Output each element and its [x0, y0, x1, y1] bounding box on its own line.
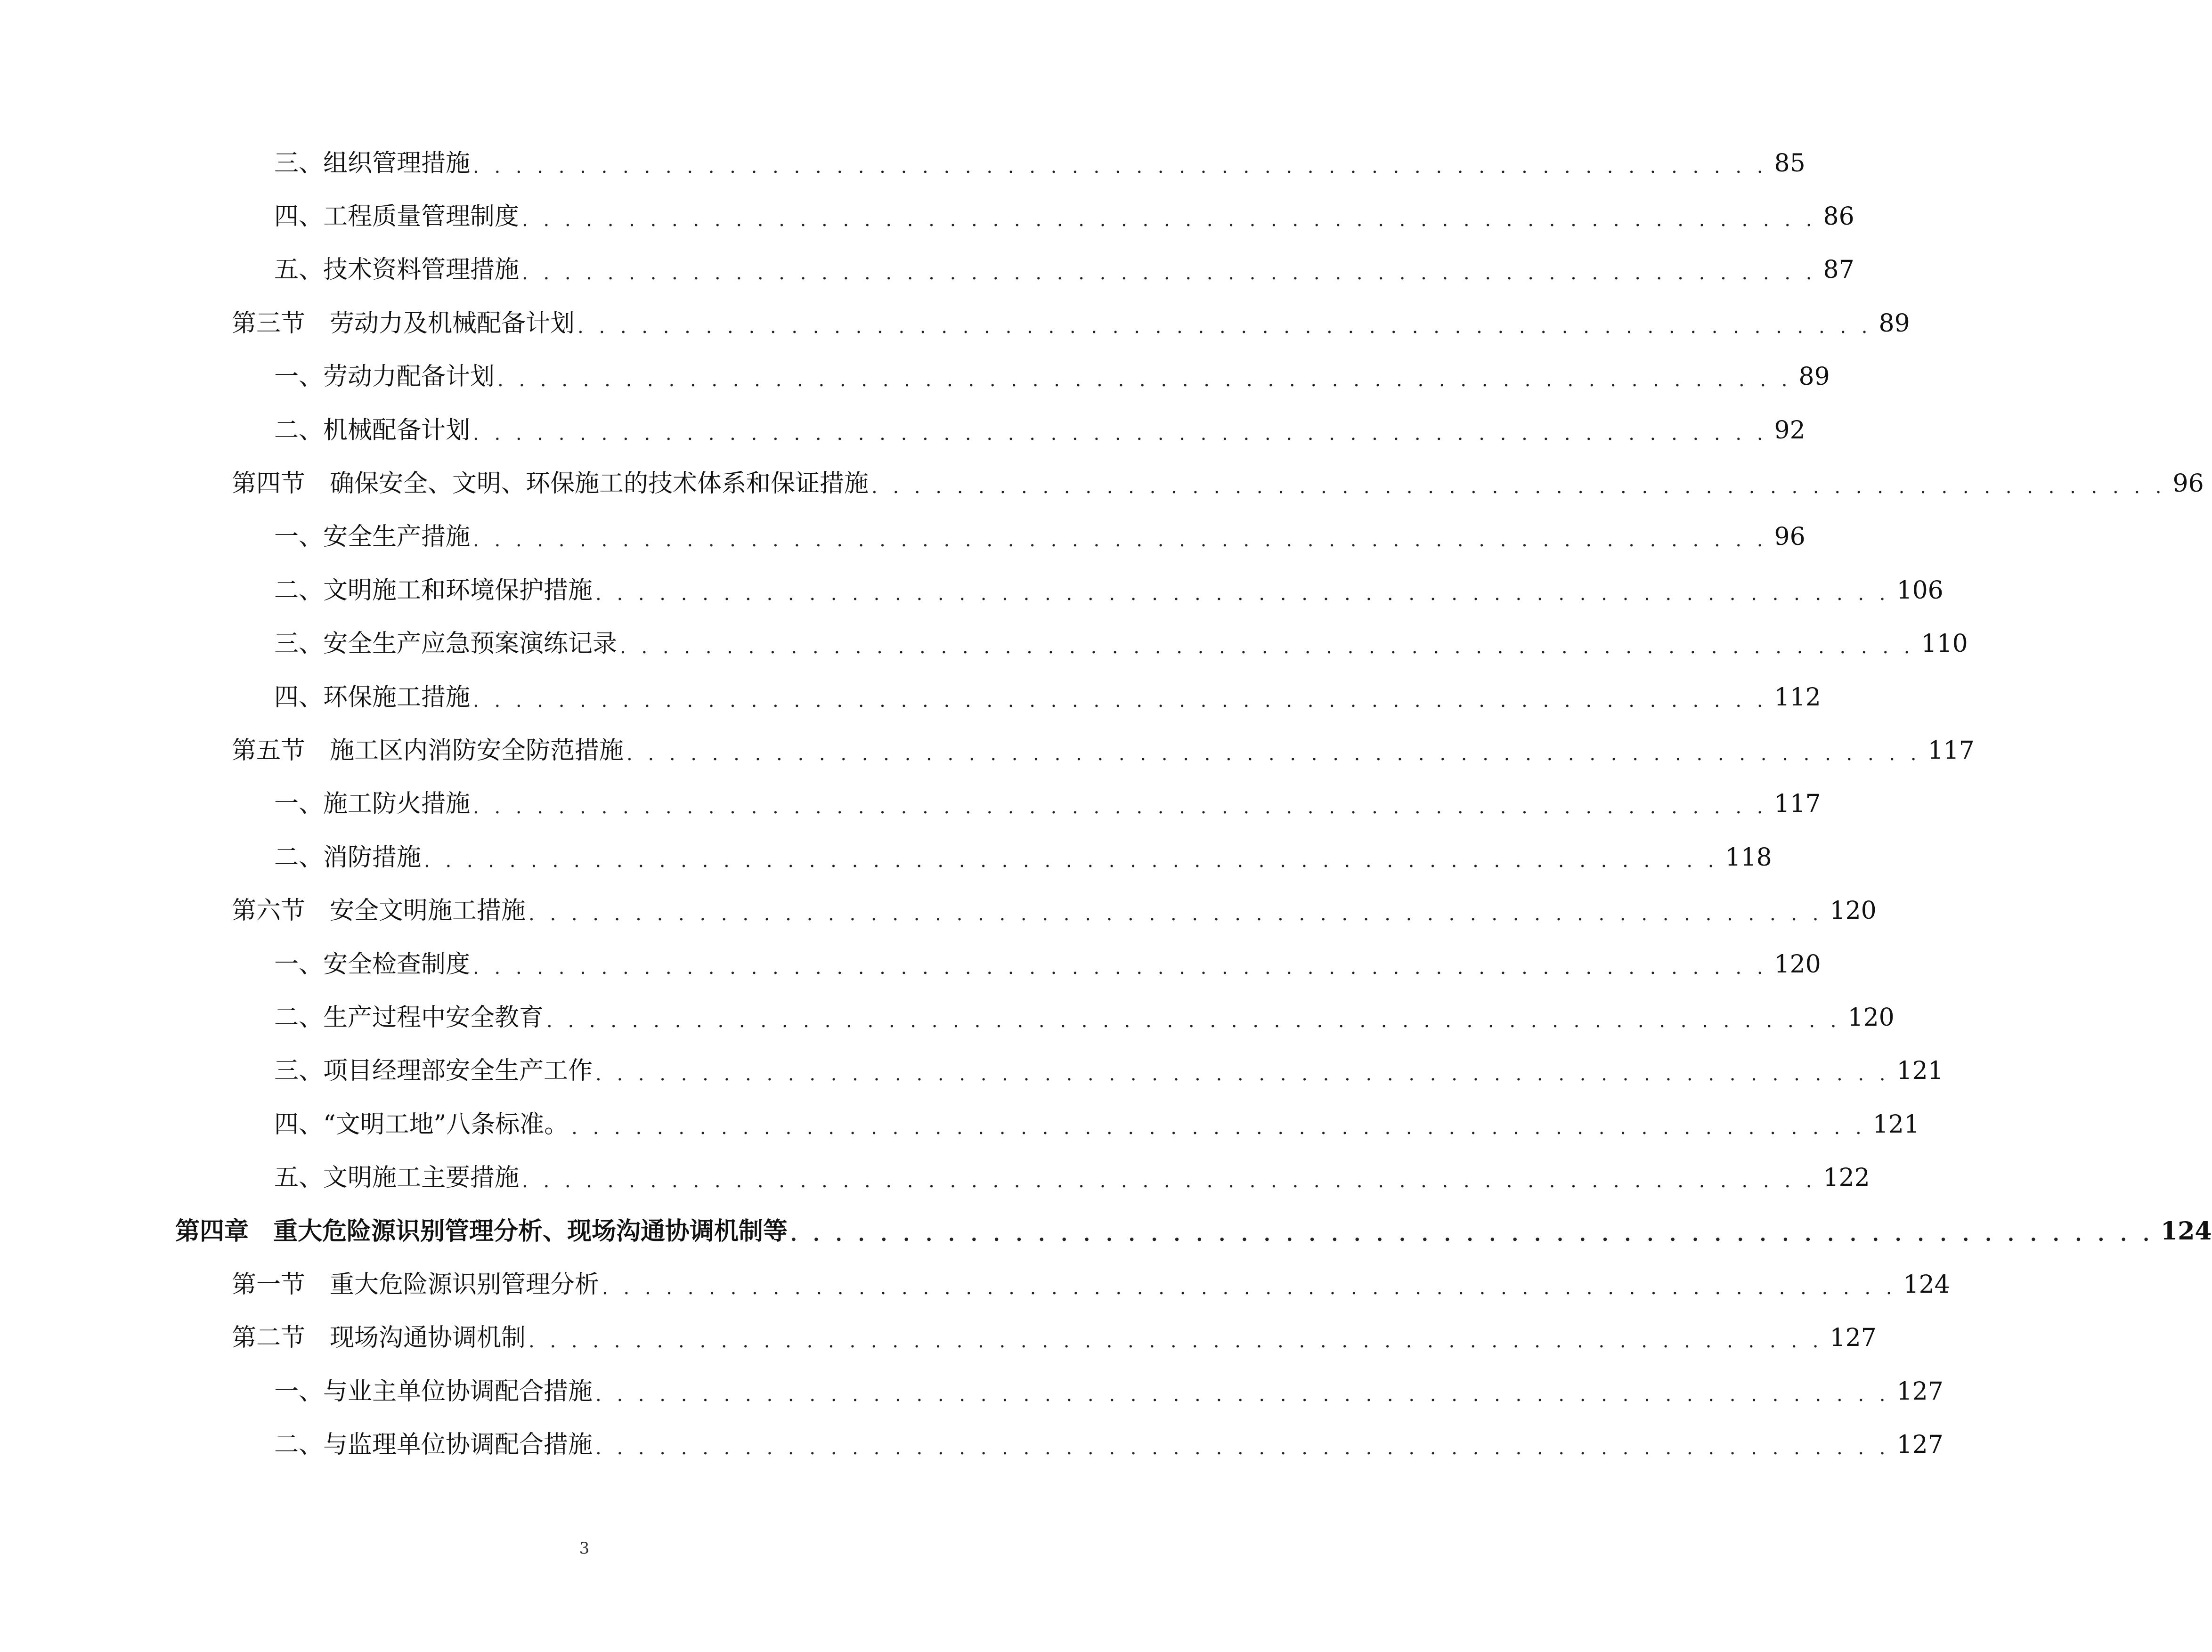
toc-entry-page-number: 112	[1774, 683, 1821, 712]
toc-entry-page-number: 89	[1798, 363, 1830, 391]
toc-dot-leader: . . . . . . . . . . . . . . . . . . . . . . . . . . . . . . . . . . . . . . . . . . . . . . . . . . . . . . . . . . . . .	[522, 262, 1817, 284]
toc-entry-page-number: 120	[1774, 950, 1821, 979]
toc-entry-title: 三、安全生产应急预案演练记录	[274, 630, 618, 658]
toc-subsection-entry[interactable]	[175, 938, 1821, 991]
toc-dot-leader: . . . . . . . . . . . . . . . . . . . . . . . . . . . . . . . . . . . . . . . . . . . . . . . . . . . . . . . . . . . . .	[473, 155, 1768, 178]
toc-subsection-entry[interactable]	[175, 1045, 1944, 1098]
toc-dot-leader: . . . . . . . . . . . . . . . . . . . . . . . . . . . . . . . . . . . . . . . . . . . . . . . . . . . . . . . . . . . . .	[473, 956, 1768, 979]
toc-entry-title: 四、环保施工措施	[274, 683, 471, 712]
toc-entry-title: 二、文明施工和环境保护措施	[274, 576, 593, 605]
toc-dot-leader: . . . . . . . . . . . . . . . . . . . . . . . . . . . . . . . . . . . . . . . . . . . . . . . . . . . . . . . . . . . . .	[473, 689, 1768, 712]
toc-subsection-entry[interactable]	[175, 1151, 1870, 1204]
toc-entry-title: 四、工程质量管理制度	[274, 202, 520, 231]
toc-dot-leader: . . . . . . . . . . . . . . . . . . . . . . . . . . . . . . . . . . . . . . . . . . . . . . . . . . . . . . . . . . . . .	[522, 1170, 1817, 1192]
toc-entry-page-number: 96	[1774, 523, 1805, 551]
toc-section-entry[interactable]	[175, 724, 1975, 777]
toc-entry-title: 三、项目经理部安全生产工作	[274, 1057, 593, 1085]
toc-entry-page-number: 121	[1872, 1110, 1919, 1139]
toc-subsection-entry[interactable]	[175, 1418, 1944, 1471]
toc-subsection-entry[interactable]	[175, 831, 1772, 884]
toc-entry-page-number: 120	[1847, 1003, 1895, 1032]
toc-dot-leader: . . . . . . . . . . . . . . . . . . . . . . . . . . . . . . . . . . . . . . . . . . . . . . . . . . . . . . . . . . . . .	[595, 1384, 1890, 1406]
toc-section-entry[interactable]	[175, 1312, 1877, 1365]
toc-entry-title: 第二节 现场沟通协调机制	[232, 1324, 526, 1352]
toc-entry-title: 一、安全生产措施	[274, 523, 471, 551]
toc-entry-page-number: 92	[1774, 416, 1805, 445]
toc-subsection-entry[interactable]	[175, 777, 1821, 831]
toc-dot-leader: . . . . . . . . . . . . . . . . . . . . . . . . . . . . . . . . . . . . . . . . . . . . . . . . . . . . . . . . . . . . .	[546, 1010, 1841, 1032]
toc-subsection-entry[interactable]	[175, 1365, 1944, 1418]
toc-subsection-entry[interactable]	[175, 671, 1821, 724]
toc-subsection-entry[interactable]	[175, 190, 1854, 243]
toc-entry-title: 第四章 重大危险源识别管理分析、现场沟通协调机制等	[175, 1216, 788, 1246]
toc-dot-leader: . . . . . . . . . . . . . . . . . . . . . . . . . . . . . . . . . . . . . . . . . . . . . . . . . . . . . . . . . . . . .	[620, 636, 1915, 658]
toc-entry-page-number: 120	[1830, 897, 1877, 925]
toc-dot-leader: . . . . . . . . . . . . . . . . . . . . . . . . . . . . . . . . . . . . . . . . . . . . . . . . . . . . . . . . . . . . .	[473, 529, 1768, 551]
toc-entry-page-number: 127	[1830, 1324, 1877, 1352]
toc-entry-page-number: 121	[1896, 1057, 1944, 1085]
toc-subsection-entry[interactable]	[175, 350, 1830, 404]
toc-entry-title: 四、“文明工地”八条标准。	[274, 1110, 569, 1139]
toc-entry-page-number: 89	[1879, 309, 1910, 338]
toc-entry-title: 二、与监理单位协调配合措施	[274, 1431, 593, 1459]
toc-entry-page-number: 124	[2161, 1216, 2212, 1246]
toc-entry-page-number: 124	[1903, 1270, 1950, 1299]
toc-entry-page-number: 86	[1823, 202, 1854, 231]
toc-dot-leader: . . . . . . . . . . . . . . . . . . . . . . . . . . . . . . . . . . . . . . . . . . . . . . . . . . . . . . . . . . . . .	[871, 476, 2166, 498]
toc-dot-leader: . . . . . . . . . . . . . . . . . . . . . . . . . . . . . . . . . . . . . . . . . . . . . . . . . . . . . . . . . . . . .	[595, 1063, 1890, 1085]
toc-dot-leader: . . . . . . . . . . . . . . . . . . . . . . . . . . . . . . . . . . . . . . . . . . . . . . . . . . . . . . . . . . . . .	[529, 1330, 1823, 1352]
toc-entry-title: 一、施工防火措施	[274, 790, 471, 818]
toc-subsection-entry[interactable]	[175, 404, 1805, 457]
toc-entry-title: 一、劳动力配备计划	[274, 363, 495, 391]
toc-dot-leader: . . . . . . . . . . . . . . . . . . . . . . . . . . . . . . . . . . . . . . . . . . . . . . . . . . . . . . . . . . . . .	[497, 369, 1792, 391]
toc-entry-title: 三、组织管理措施	[274, 149, 471, 178]
toc-section-entry[interactable]	[175, 1258, 1950, 1311]
toc-dot-leader: . . . . . . . . . . . . . . . . . . . . . . . . . . . . . . . . . . . . . . . . . . . . . . . . . . . . . . . . . . . . .	[571, 1117, 1866, 1139]
toc-dot-leader: . . . . . . . . . . . . . . . . . . . . . . . . . . . . . . . . . . . . . . . . . . . . . . . . . . . . . . . . . . . . .	[529, 903, 1823, 925]
toc-entry-page-number: 106	[1896, 576, 1944, 605]
toc-subsection-entry[interactable]	[175, 564, 1944, 617]
toc-entry-title: 一、安全检查制度	[274, 950, 471, 979]
toc-entry-title: 第四节 确保安全、文明、环保施工的技术体系和保证措施	[232, 470, 869, 498]
toc-subsection-entry[interactable]	[175, 991, 1895, 1044]
toc-entry-title: 五、技术资料管理措施	[274, 256, 520, 284]
toc-entry-title: 二、消防措施	[274, 843, 422, 872]
toc-dot-leader: . . . . . . . . . . . . . . . . . . . . . . . . . . . . . . . . . . . . . . . . . . . . . . . . . . . . . . . . . . . . .	[424, 850, 1719, 872]
page-number: 3	[579, 1539, 590, 1558]
toc-entry-title: 二、机械配备计划	[274, 416, 471, 445]
toc-dot-leader: . . . . . . . . . . . . . . . . . . . . . . . . . . . . . . . . . . . . . . . . . . . . . . . . . . . . . . . . . . . . .	[602, 1277, 1897, 1299]
toc-entry-page-number: 110	[1921, 630, 1968, 658]
toc-dot-leader: . . . . . . . . . . . . . . . . . . . . . . . . . . . . . . . . . . . . . . . . . . . . . . . . . . . . . . . . . . . . .	[595, 583, 1890, 605]
toc-dot-leader: . . . . . . . . . . . . . . . . . . . . . . . . . . . . . . . . . . . . . . . . . . . . . . . . . . . . . . . . . . . . .	[626, 743, 1921, 765]
table-of-contents	[175, 137, 2212, 1472]
toc-entry-page-number: 87	[1823, 256, 1854, 284]
toc-entry-page-number: 118	[1725, 843, 1772, 872]
toc-entry-title: 第一节 重大危险源识别管理分析	[232, 1270, 600, 1299]
toc-entry-title: 五、文明施工主要措施	[274, 1164, 520, 1192]
toc-subsection-entry[interactable]	[175, 617, 1968, 671]
toc-dot-leader: . . . . . . . . . . . . . . . . . . . . . . . . . . . . . . . . . . . . . . . . . . . . . . . . . . . . . . . . . . . . .	[522, 209, 1817, 231]
toc-entry-title: 二、生产过程中安全教育	[274, 1003, 544, 1032]
toc-entry-title: 第六节 安全文明施工措施	[232, 897, 526, 925]
toc-section-entry[interactable]	[175, 297, 1910, 350]
toc-entry-page-number: 85	[1774, 149, 1805, 178]
toc-dot-leader: . . . . . . . . . . . . . . . . . . . . . . . . . . . . . . . . . . . . . . . . . . . . . . . . . . . . . . . . . . . . .	[473, 422, 1768, 445]
toc-entry-title: 第三节 劳动力及机械配备计划	[232, 309, 575, 338]
toc-entry-page-number: 117	[1774, 790, 1821, 818]
toc-section-entry[interactable]	[175, 884, 1877, 937]
toc-dot-leader: . . . . . . . . . . . . . . . . . . . . . . . . . . . . . . . . . . . . . . . . . . . . . . . . . . . . . . . . . . . . .	[595, 1437, 1890, 1459]
toc-subsection-entry[interactable]	[175, 137, 1805, 190]
toc-dot-leader: . . . . . . . . . . . . . . . . . . . . . . . . . . . . . . . . . . . . . . . . . . . . . . . . . . . . . . . . . . . . .	[577, 316, 1872, 338]
toc-dot-leader: . . . . . . . . . . . . . . . . . . . . . . . . . . . . . . . . . . . . . . . . . . . . . . . . . . . . . . . . . . . . .	[473, 796, 1768, 818]
toc-chapter-entry[interactable]	[175, 1205, 2212, 1258]
toc-entry-page-number: 117	[1927, 736, 1975, 765]
toc-entry-page-number: 127	[1896, 1431, 1944, 1459]
toc-entry-title: 一、与业主单位协调配合措施	[274, 1377, 593, 1406]
toc-subsection-entry[interactable]	[175, 1098, 1919, 1151]
toc-section-entry[interactable]	[175, 457, 2204, 510]
toc-entry-page-number: 96	[2172, 470, 2204, 498]
toc-entry-page-number: 127	[1896, 1377, 1944, 1406]
toc-entry-page-number: 122	[1823, 1164, 1870, 1192]
toc-dot-leader: . . . . . . . . . . . . . . . . . . . . . . . . . . . . . . . . . . . . . . . . . . . . . . . . . . . . . . . . . . . . .	[790, 1223, 2155, 1246]
toc-subsection-entry[interactable]	[175, 243, 1854, 297]
toc-subsection-entry[interactable]	[175, 510, 1805, 564]
toc-entry-title: 第五节 施工区内消防安全防范措施	[232, 736, 624, 765]
